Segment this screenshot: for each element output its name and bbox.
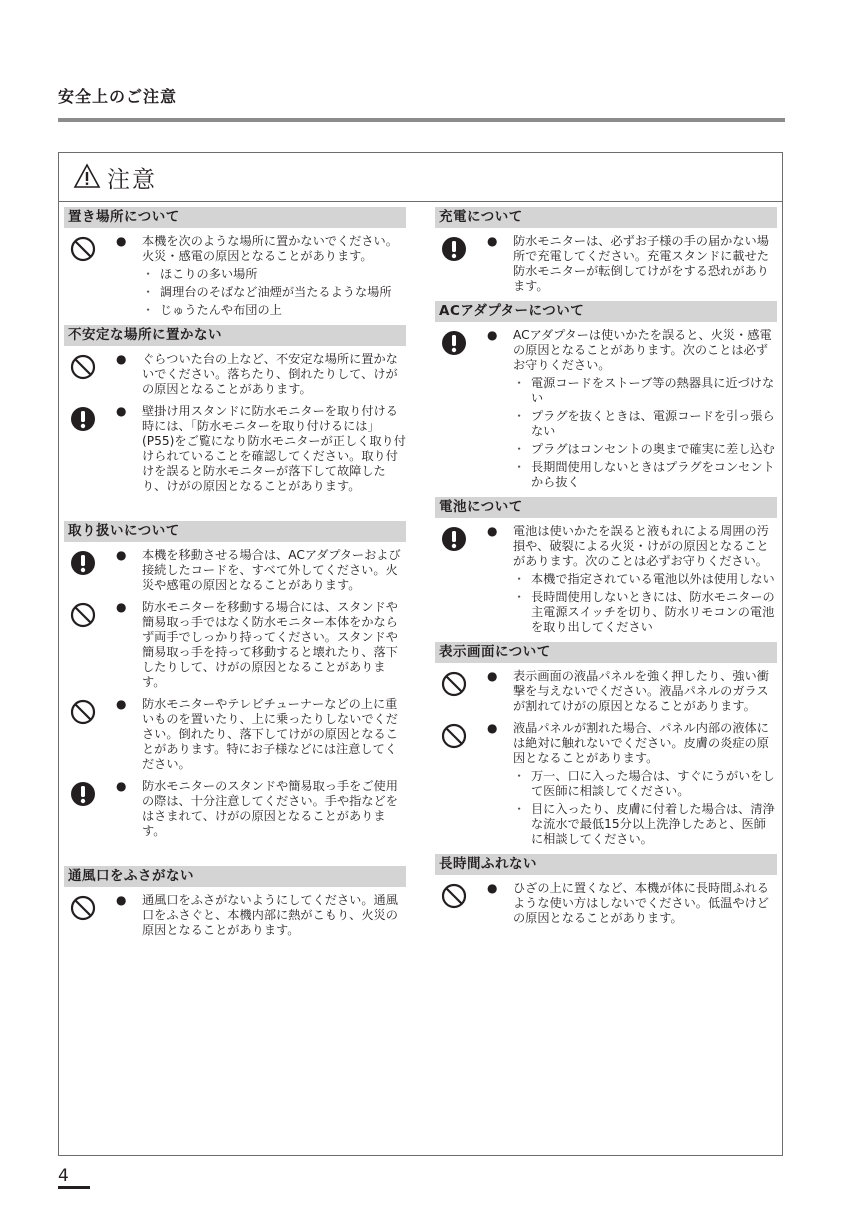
section-heading: 取り扱いについて xyxy=(64,521,406,542)
prohibited-icon xyxy=(70,699,96,725)
caution-item xyxy=(64,352,406,397)
section-heading: 通風口をふさがない xyxy=(64,866,406,887)
bullet-icon: ● xyxy=(487,234,498,248)
bullet-icon: ● xyxy=(487,721,498,735)
item-text: ぐらついた台の上など、不安定な場所に置かないでください。落ちたり、倒れたりして、けがの原因となることがあります。 xyxy=(142,352,398,396)
prohibited-icon xyxy=(70,602,96,628)
item-text: ACアダプターは使いかたを誤ると、火災・感電の原因となることがあります。次のことは必ずお守りください。 xyxy=(513,328,772,372)
title-rule xyxy=(58,118,785,122)
mandatory-icon xyxy=(70,550,96,576)
prohibited-icon xyxy=(441,883,467,909)
bullet-icon: ● xyxy=(116,697,127,711)
sub-item: ・ じゅうたんや布団の上 xyxy=(142,303,406,318)
section-heading: 電池について xyxy=(435,497,777,518)
right-column xyxy=(435,207,777,933)
left-column xyxy=(64,207,406,945)
item-text: 防水モニターやテレビチューナーなどの上に重いものを置いたり、上に乗ったりしないでください。倒れたり、落下してけがの原因となることがあります。特にお子様などには注意してください。 xyxy=(142,697,398,771)
item-text: 本機を移動させる場合は、ACアダプターおよび接続したコードを、すべて外してください。火災や感電の原因となることがあります。 xyxy=(142,548,401,592)
caution-item xyxy=(64,893,406,938)
caution-title: 注意 xyxy=(107,167,157,193)
bullet-icon: ● xyxy=(487,881,498,895)
caution-header xyxy=(59,153,782,202)
page-title: 安全上のご注意 xyxy=(58,87,178,106)
item-text: 通風口をふさがないようにしてください。通風口をふさぐと、本機内部に熱がこもり、火災の原因となることがあります。 xyxy=(142,893,398,937)
section-spacer xyxy=(64,846,406,866)
mandatory-icon xyxy=(441,330,467,356)
caution-item xyxy=(435,881,777,926)
section-heading: 充電について xyxy=(435,207,777,228)
bullet-icon: ● xyxy=(487,328,498,342)
mandatory-icon xyxy=(441,236,467,262)
caution-item xyxy=(435,524,777,635)
sub-item: ・ 長時間使用しないときには、防水モニターの主電源スイッチを切り、防水リモコンの電池を取り出してください xyxy=(513,590,777,635)
page-number: 4 xyxy=(58,1166,69,1186)
section-heading: 不安定な場所に置かない xyxy=(64,325,406,346)
item-text: 防水モニターのスタンドや簡易取っ手をご使用の際は、十分注意してください。手や指などをはさまれて、けがの原因となることがあります。 xyxy=(142,779,398,838)
mandatory-icon xyxy=(70,406,96,432)
section-heading: 置き場所について xyxy=(64,207,406,228)
prohibited-icon xyxy=(441,671,467,697)
sub-item: ・ 本機で指定されている電池以外は使用しない xyxy=(513,572,777,587)
item-text: ひざの上に置くなど、本機が体に長時間ふれるような使い方はしないでください。低温やけどの原因となることがあります。 xyxy=(513,881,769,925)
sub-item: ・ 調理台のそばなど油煙が当たるような場所 xyxy=(142,285,406,300)
item-text: 防水モニターは、必ずお子様の手の届かない場所で充電してください。充電スタンドに載せた防水モニターが転倒してけがをする恐れがあります。 xyxy=(513,234,769,293)
bullet-icon: ● xyxy=(116,404,127,418)
item-text: 液晶パネルが割れた場合、パネル内部の液体には絶対に触れないでください。皮膚の炎症の原因となることがあります。 xyxy=(513,721,769,765)
sub-item: ・ 電源コードをストーブ等の熱器具に近づけない xyxy=(513,376,777,406)
caution-item xyxy=(435,328,777,490)
prohibited-icon xyxy=(70,236,96,262)
bullet-icon: ● xyxy=(487,524,498,538)
section-heading: ACアダプターについて xyxy=(435,301,777,322)
prohibited-icon xyxy=(441,723,467,749)
bullet-icon: ● xyxy=(116,779,127,793)
item-text: 表示画面の液晶パネルを強く押したり、強い衝撃を与えないでください。液晶パネルのガラスが割れてけがの原因となることがあります。 xyxy=(513,669,769,713)
prohibited-icon xyxy=(70,895,96,921)
bullet-icon: ● xyxy=(116,600,127,614)
caution-box xyxy=(58,152,783,1156)
sub-item: ・ 万一、口に入った場合は、すぐにうがいをして医師に相談してください。 xyxy=(513,769,777,799)
item-text: 本機を次のような場所に置かないでください。火災・感電の原因となることがあります。 xyxy=(142,234,398,263)
item-text: 防水モニターを移動する場合には、スタンドや簡易取っ手ではなく防水モニター本体をかならず両手でしっかり持ってください。スタンドや簡易取っ手を持って移動すると壊れたり、落下したりして、けがの原因となることがあります。 xyxy=(142,600,398,689)
sub-item: ・ プラグはコンセントの奥まで確実に差し込む xyxy=(513,442,777,457)
mandatory-icon xyxy=(441,526,467,552)
bullet-icon: ● xyxy=(116,234,127,248)
sub-item: ・ 長期間使用しないときはプラグをコンセントから抜く xyxy=(513,460,777,490)
sub-item: ・ プラグを抜くときは、電源コードを引っ張らない xyxy=(513,409,777,439)
item-text: 電池は使いかたを誤ると液もれによる周囲の汚損や、破裂による火災・けがの原因となることがあります。次のことは必ずお守りください。 xyxy=(513,524,769,568)
bullet-icon: ● xyxy=(116,548,127,562)
prohibited-icon xyxy=(70,354,96,380)
section-heading: 表示画面について xyxy=(435,642,777,663)
caution-item xyxy=(64,779,406,839)
item-text: 壁掛け用スタンドに防水モニターを取り付ける時には、「防水モニターを取り付けるには」(P55)をご覧になり防水モニターが正しく取り付けられていることを確認してください。取り付けを誤ると防水モニターが落下して故障したり、けがの原因となることがあります。 xyxy=(142,404,406,493)
caution-item xyxy=(64,600,406,690)
sub-item: ・ ほこりの多い場所 xyxy=(142,267,406,282)
section-spacer xyxy=(64,501,406,521)
mandatory-icon xyxy=(70,781,96,807)
caution-item xyxy=(64,697,406,772)
caution-item xyxy=(435,669,777,714)
sub-item: ・ 目に入ったり、皮膚に付着した場合は、清浄な流水で最低15分以上洗浄したあと、医師に相談してください。 xyxy=(513,802,777,847)
bullet-icon: ● xyxy=(116,352,127,366)
page-number-underline xyxy=(58,1186,90,1189)
caution-item xyxy=(64,548,406,593)
caution-item xyxy=(435,721,777,847)
caution-item xyxy=(435,234,777,294)
bullet-icon: ● xyxy=(487,669,498,683)
caution-item xyxy=(64,234,406,318)
bullet-icon: ● xyxy=(116,893,127,907)
warning-triangle-icon xyxy=(73,163,101,189)
caution-item xyxy=(64,404,406,494)
section-heading: 長時間ふれない xyxy=(435,854,777,875)
